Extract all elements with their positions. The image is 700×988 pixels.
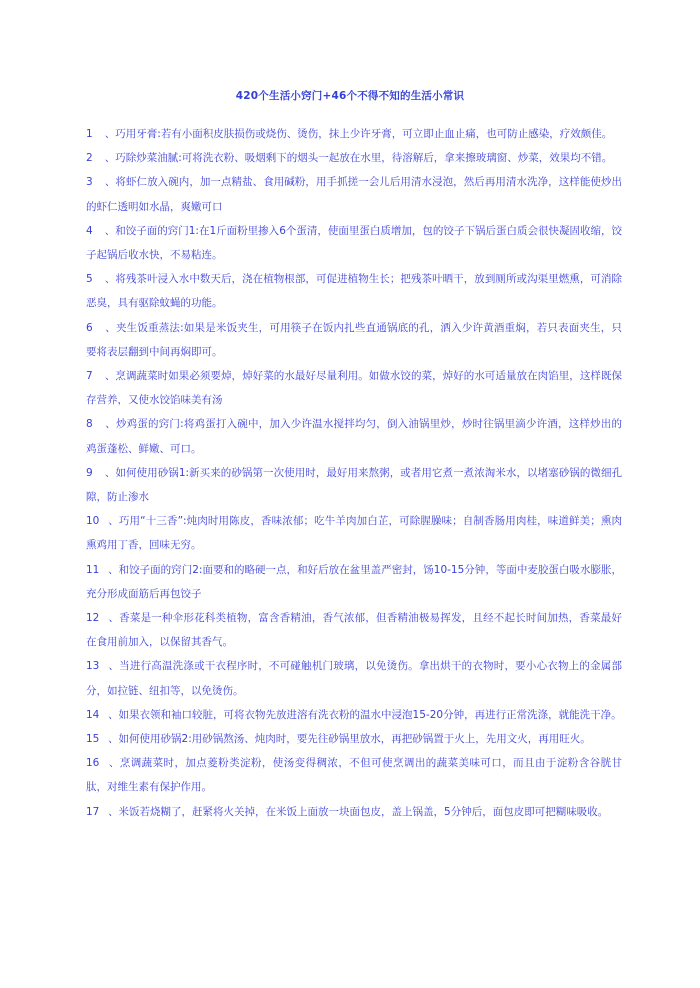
tip-text: 、当进行高温洗涤或干衣程序时，不可碰触机门玻璃，以免烫伤。拿出烘干的衣物时，要小心衣物上的金属部分，如拉链、纽扣等，以免烫伤。: [86, 660, 622, 697]
document-title: 420个生活小窍门+46个不得不知的生活小常识: [235, 90, 465, 102]
tip-number: 9: [86, 466, 93, 479]
tip-item: [86, 316, 622, 364]
tip-item: [86, 122, 622, 146]
tip-number: 11: [86, 563, 100, 576]
tip-text: 、巧除炒菜油腻:可将洗衣粉、吸烟剩下的烟头一起放在水里，待溶解后，拿来擦玻璃窗、炒菜，效果均不错。: [104, 152, 613, 165]
tip-item: [86, 727, 622, 751]
tip-number: 7: [86, 370, 93, 383]
tip-text: 、将虾仁放入碗内，加一点精盐、食用碱粉，用手抓搓一会儿后用清水浸泡，然后再用清水洗净，这样能使炒出的虾仁透明如水晶，爽嫩可口: [86, 176, 623, 213]
tip-number: 16: [86, 757, 100, 770]
tip-text: 、将残茶叶浸入水中数天后，浇在植物根部，可促进植物生长；把残茶叶晒干，放到厕所或沟渠里燃熏，可消除恶臭，具有驱除蚊蝇的功能。: [86, 273, 623, 310]
tip-number: 6: [86, 321, 93, 334]
tip-number: 2: [86, 152, 93, 165]
tip-item: [86, 267, 622, 315]
tip-number: 14: [86, 708, 100, 721]
tip-text: 、米饭若烧糊了，赶紧将火关掉，在米饭上面放一块面包皮，盖上锅盖，5分钟后，面包皮即可把糊味吸收。: [108, 805, 609, 818]
tip-text: 、烹调蔬菜时如果必须要焯，焯好菜的水最好尽量利用。如做水饺的菜，焯好的水可适量放在肉馅里，这样既保存营养，又使水饺馅味美有汤: [86, 370, 623, 407]
tip-text: 、和饺子面的窍门2:面要和的略硬一点，和好后放在盆里盖严密封，饧10-15分钟，等面中麦胶蛋白吸水膨胀，充分形成面筋后再包饺子: [86, 563, 622, 600]
tip-item: [86, 800, 622, 824]
tip-text: 、巧用“十三香”:炖肉时用陈皮，香味浓郁；吃牛羊肉加白芷，可除腥臊味；自制香肠用肉桂，味道鲜美；熏肉熏鸡用丁香，回味无穷。: [86, 515, 622, 552]
tip-item: [86, 751, 622, 799]
tip-item: [86, 364, 622, 412]
tip-text: 、如何使用砂锅2:用砂锅熬汤、炖肉时，要先往砂锅里放水，再把砂锅置于火上，先用文火，再用旺火。: [108, 733, 591, 746]
tip-text: 、巧用牙膏:若有小面积皮肤损伤或烧伤、烫伤，抹上少许牙膏，可立即止血止痛，也可防止感染，疗效颇佳。: [104, 128, 613, 140]
tip-number: 17: [86, 805, 100, 818]
tip-item: [86, 606, 622, 654]
tip-number: 10: [86, 515, 100, 528]
tip-number: 5: [86, 273, 93, 286]
tips-list: [86, 122, 622, 824]
tip-item: [86, 219, 622, 267]
tip-text: 、炒鸡蛋的窍门:将鸡蛋打入碗中，加入少许温水搅拌均匀，倒入油锅里炒，炒时往锅里滴少许酒，这样炒出的鸡蛋蓬松、鲜嫩、可口。: [86, 418, 622, 455]
tip-number: 12: [86, 612, 100, 625]
tip-number: 1: [86, 128, 93, 140]
tip-text: 、如何使用砂锅1:新买来的砂锅第一次使用时，最好用来熬粥，或者用它煮一煮浓淘米水，以堵塞砂锅的微细孔隙，防止渗水: [86, 466, 623, 504]
tip-number: 13: [86, 660, 100, 673]
tip-number: 4: [86, 224, 93, 237]
tip-number: 8: [86, 418, 93, 431]
tip-number: 15: [86, 733, 100, 746]
tip-text: 、香菜是一种伞形花科类植物，富含香精油，香气浓郁，但香精油极易挥发，且经不起长时间加热，香菜最好在食用前加入，以保留其香气。: [86, 612, 622, 649]
tip-text: 、夹生饭重蒸法:如果是米饭夹生，可用筷子在饭内扎些直通锅底的孔，洒入少许黄酒重焖，若只表面夹生，只要将表层翻到中间再焖即可。: [86, 321, 622, 358]
tip-item: [86, 412, 622, 460]
tip-number: 3: [86, 176, 93, 189]
tip-item: [86, 558, 622, 606]
tip-item: [86, 170, 622, 218]
tip-item: [86, 146, 622, 170]
tip-text: 、和饺子面的窍门1:在1斤面粉里掺入6个蛋清，使面里蛋白质增加，包的饺子下锅后蛋白质会很快凝固收缩，饺子起锅后收水快，不易粘连。: [86, 224, 623, 262]
tip-item: [86, 461, 622, 509]
tip-item: [86, 703, 622, 727]
tip-text: 、如果衣领和袖口较脏，可将衣物先放进溶有洗衣粉的温水中浸泡15-20分钟，再进行正常洗涤，就能洗干净。: [108, 708, 622, 721]
tip-item: [86, 509, 622, 557]
tip-text: 、烹调蔬菜时，加点菱粉类淀粉，使汤变得稠浓，不但可使烹调出的蔬菜美味可口，而且由于淀粉含谷胱甘肽，对维生素有保护作用。: [86, 757, 622, 794]
tip-item: [86, 654, 622, 702]
